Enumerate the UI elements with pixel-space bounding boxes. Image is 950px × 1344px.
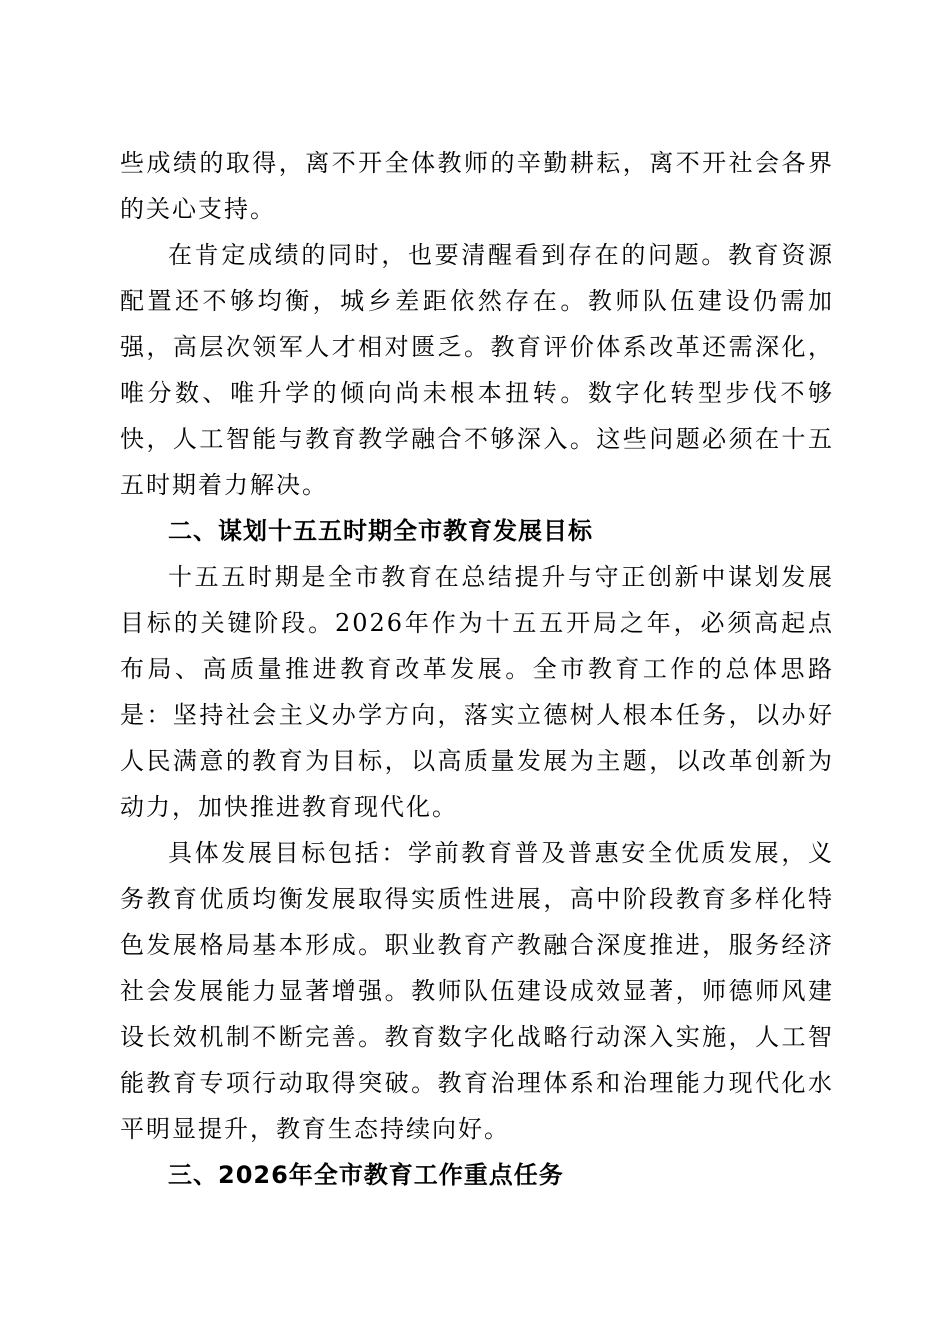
paragraph-development-targets: 具体发展目标包括：学前教育普及普惠安全优质发展，义务教育优质均衡发展取得实质性进展，高中阶段教育多样化特色发展格局基本形成。职业教育产教融合深度推进，服务经济社会发展能力显著增强。教师队伍建设成效显著，师德师风建设长效机制不断完善。教育数字化战略行动深入实施，人工智能教育专项行动取得突破。教育治理体系和治理能力现代化水平明显提升，教育生态持续向好。 <box>120 839 834 1143</box>
paragraph-continuation: 些成绩的取得，离不开全体教师的辛勤耕耘，离不开社会各界的关心支持。 <box>120 149 834 223</box>
section-heading-2: 二、谋划十五五时期全市教育发展目标 <box>168 517 593 545</box>
document-page <box>120 140 834 1198</box>
section-heading-3: 三、2026年全市教育工作重点任务 <box>168 1161 564 1189</box>
paragraph-existing-problems: 在肯定成绩的同时，也要清醒看到存在的问题。教育资源配置还不够均衡，城乡差距依然存在。教师队伍建设仍需加强，高层次领军人才相对匮乏。教育评价体系改革还需深化，唯分数、唯升学的倾向尚未根本扭转。数字化转型步伐不够快，人工智能与教育教学融合不够深入。这些问题必须在十五五时期着力解决。 <box>120 241 834 499</box>
paragraph-development-ideas: 十五五时期是全市教育在总结提升与守正创新中谋划发展目标的关键阶段。2026年作为十五五开局之年，必须高起点布局、高质量推进教育改革发展。全市教育工作的总体思路是：坚持社会主义办学方向，落实立德树人根本任务，以办好人民满意的教育为目标，以高质量发展为主题，以改革创新为动力，加快推进教育现代化。 <box>120 563 834 821</box>
